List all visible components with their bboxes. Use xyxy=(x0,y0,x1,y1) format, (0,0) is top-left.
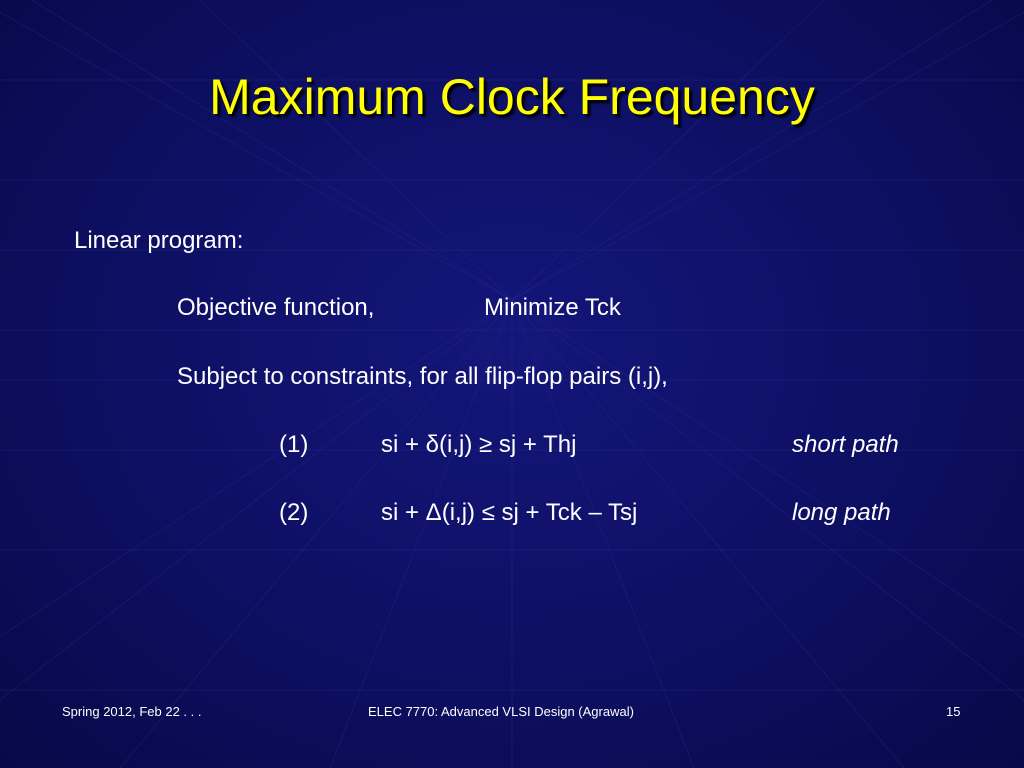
constraint-note: long path xyxy=(792,499,891,526)
objective-label: Objective function, xyxy=(177,294,375,321)
constraint-number: (1) xyxy=(279,431,309,458)
footer-page-number: 15 xyxy=(946,704,961,719)
constraint-expression: si + Δ(i,j) ≤ sj + Tck – Tsj xyxy=(381,499,638,526)
footer-course: ELEC 7770: Advanced VLSI Design (Agrawal) xyxy=(368,704,634,719)
constraint-number: (2) xyxy=(279,499,309,526)
footer-date: Spring 2012, Feb 22 . . . xyxy=(62,704,202,719)
linear-program-heading: Linear program: xyxy=(74,227,244,254)
constraints-intro: Subject to constraints, for all flip-flop pairs (i,j), xyxy=(177,363,668,390)
objective-value: Minimize Tck xyxy=(484,294,621,321)
constraint-note: short path xyxy=(792,431,899,458)
slide-title: Maximum Clock Frequency xyxy=(209,69,815,125)
constraint-expression: si + δ(i,j) ≥ sj + Thj xyxy=(381,431,577,458)
